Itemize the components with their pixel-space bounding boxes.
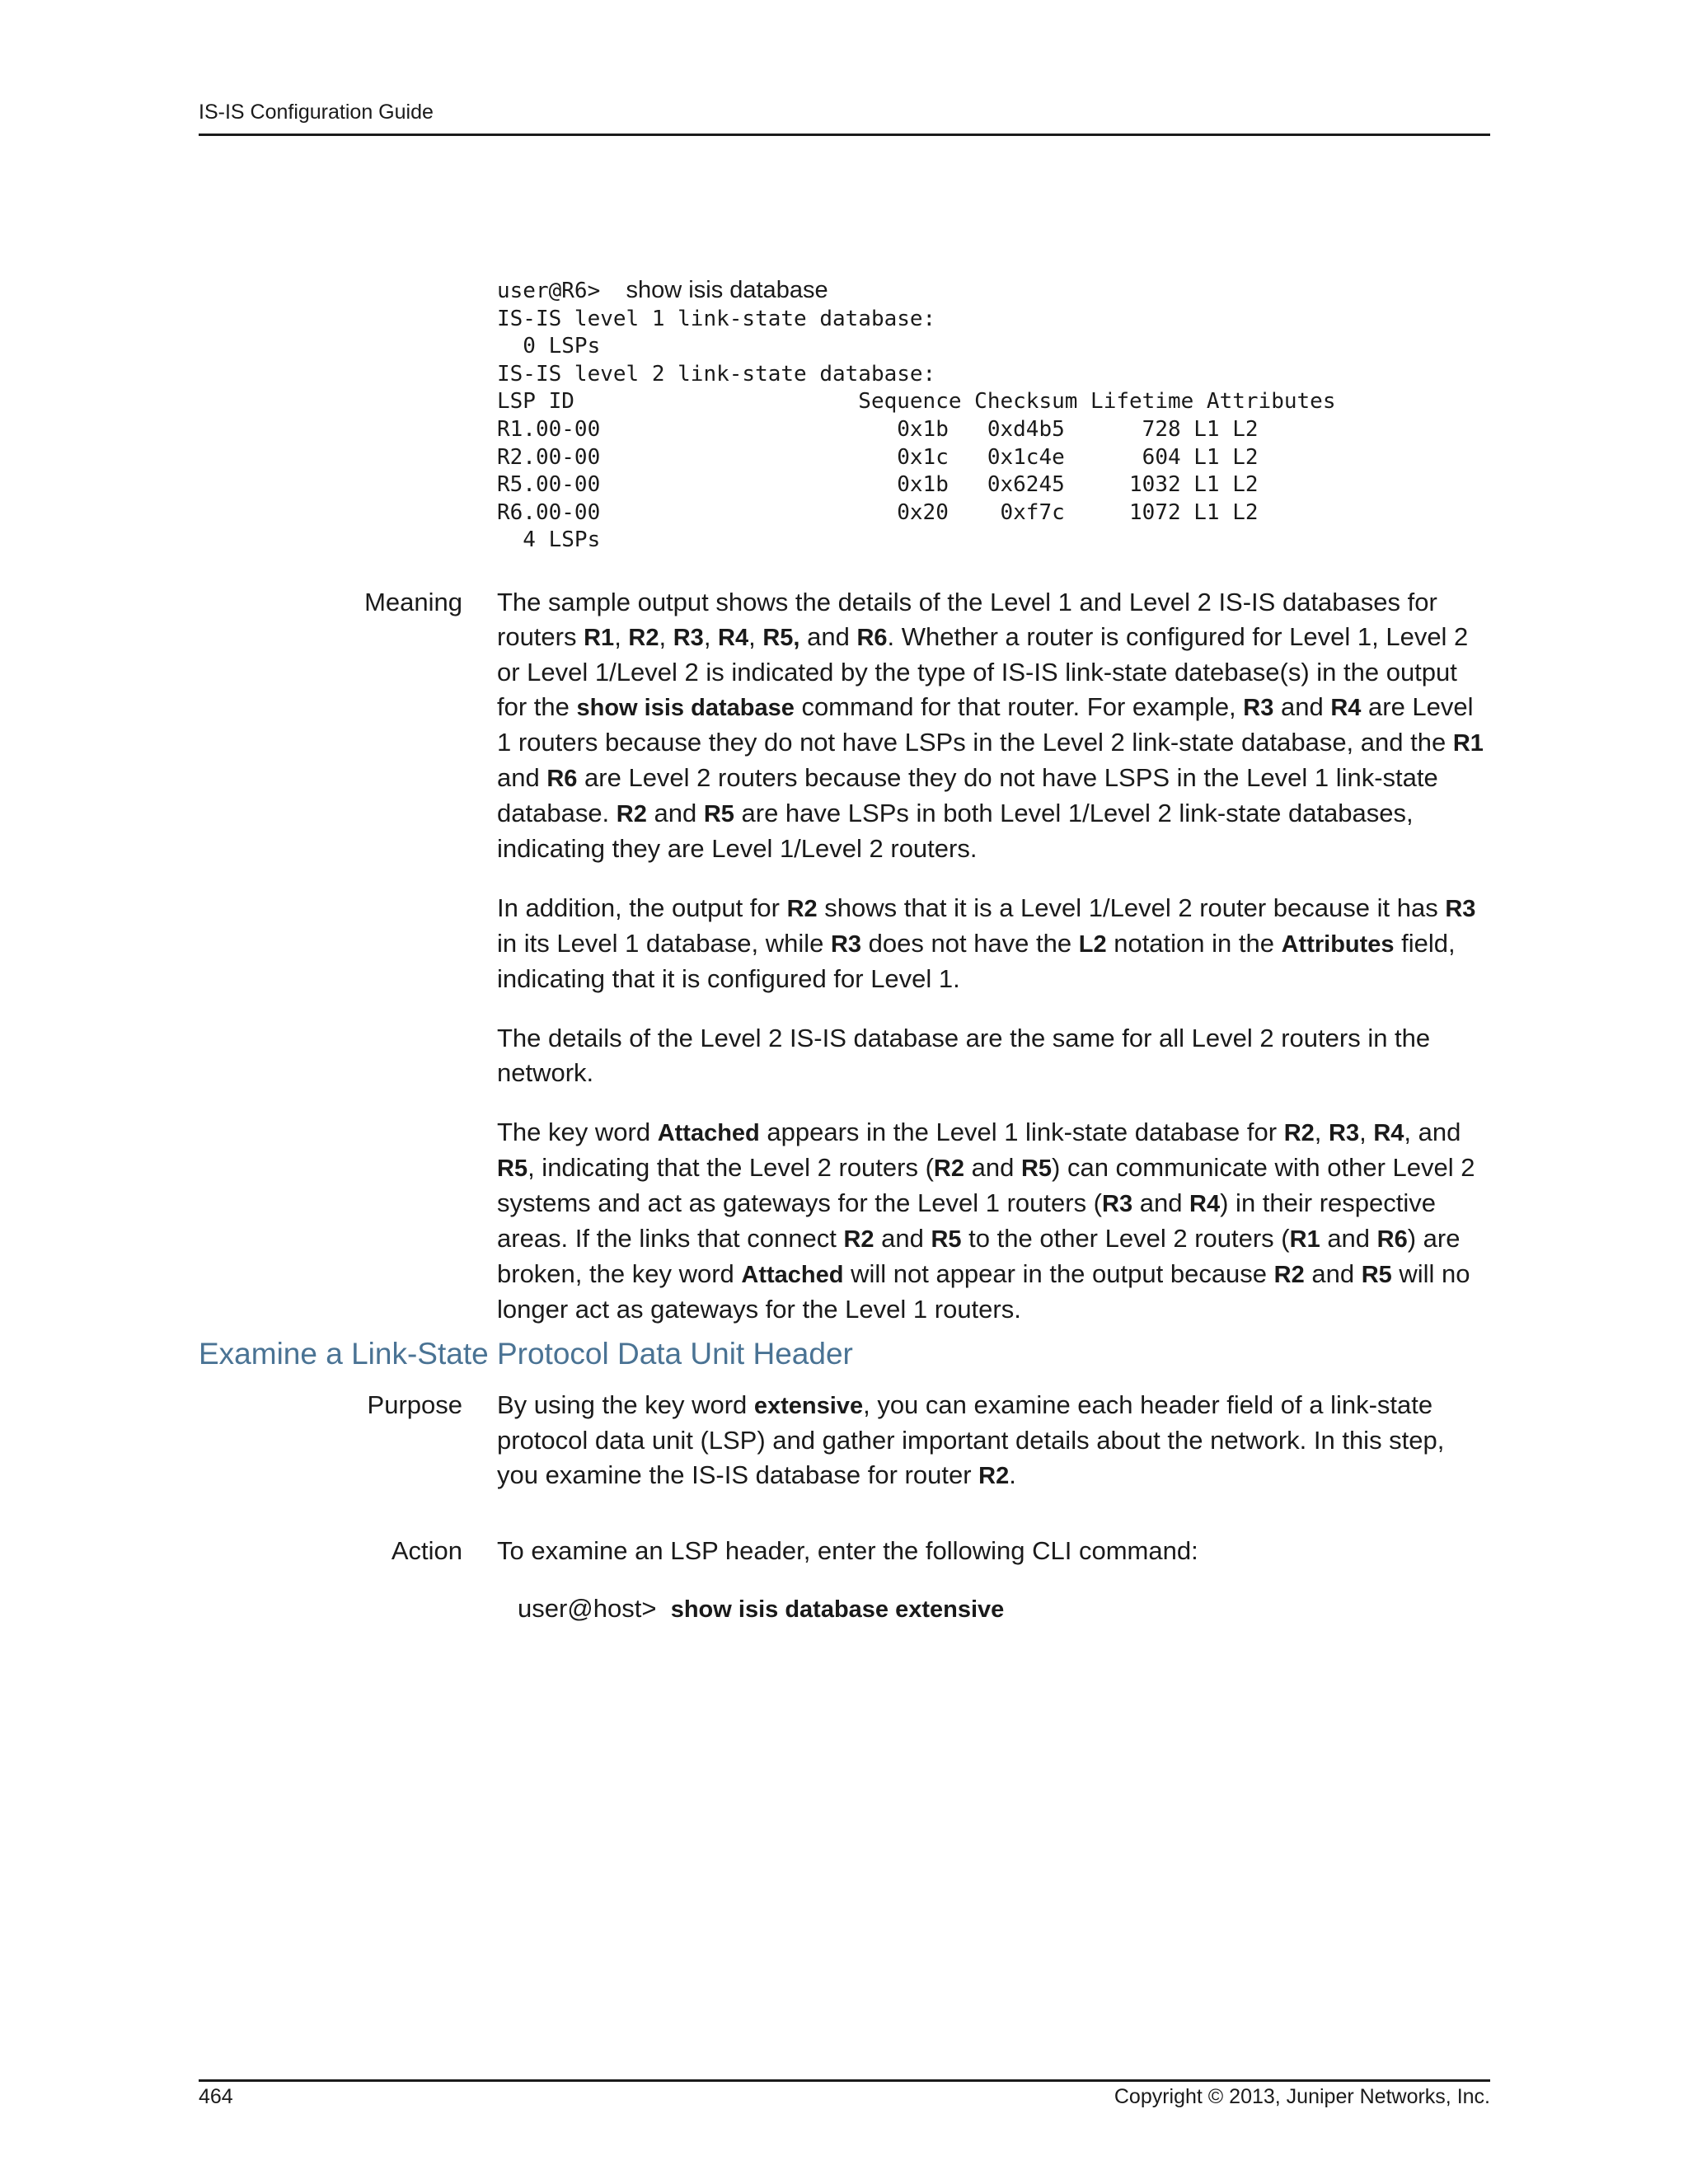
- action-body: [497, 1534, 1492, 1593]
- bold-term: R3: [830, 931, 862, 958]
- text-run: are Level 2 routers because they do not have LSPS in the Level 1 link-state database.: [497, 763, 1438, 827]
- bold-term: R6: [856, 625, 888, 651]
- cli-line: R2.00-00 0x1c 0x1c4e 604 L1 L2: [497, 444, 1259, 470]
- text-run: notation in the: [1106, 929, 1282, 958]
- cli-line: R5.00-00 0x1b 0x6245 1032 L1 L2: [497, 472, 1259, 498]
- text-run: and: [964, 1153, 1021, 1182]
- bold-term: R5: [497, 1155, 528, 1182]
- text-run: , you can examine each header field of a link-state protocol data unit (LSP) and gather important details about the network. In this step, you examine the IS-IS database for router: [497, 1390, 1445, 1489]
- cli-command: show isis database: [626, 277, 828, 303]
- text-run: shows that it is a Level 1/Level 2 router because it has: [817, 893, 1446, 922]
- action-label: Action: [391, 1536, 462, 1565]
- example-command: [518, 1591, 1004, 1627]
- bold-term: R5: [703, 801, 734, 827]
- text-run: to the other Level 2 routers (: [961, 1224, 1290, 1253]
- text-run: and: [1320, 1224, 1377, 1253]
- text-run: and: [799, 622, 857, 651]
- text-run: command for that router. For example,: [794, 692, 1244, 721]
- text-run: The sample output shows the details of the Level 1 and Level 2 IS-IS databases for routers: [497, 588, 1437, 651]
- bold-term: R5: [1020, 1155, 1053, 1182]
- text-run: and: [1273, 692, 1331, 721]
- bold-term: R1: [1452, 730, 1484, 757]
- text-run: and: [497, 763, 547, 792]
- bold-term: L2: [1078, 931, 1107, 958]
- bold-term: Attached: [741, 1262, 844, 1288]
- example-prompt: user@host>: [518, 1594, 657, 1623]
- cli-prompt: user@R6>: [497, 279, 601, 303]
- meaning-body: [497, 585, 1492, 1352]
- bold-term: R5: [931, 1226, 962, 1253]
- text-run: are have LSPs in both Level 1/Level 2 link-state databases, indicating they are Level 1/Level 2 routers.: [497, 799, 1414, 863]
- cli-line: IS-IS level 1 link-state database:: [497, 306, 936, 331]
- text-run: ,: [1359, 1118, 1374, 1146]
- bold-term: R3: [1102, 1191, 1133, 1217]
- bold-term: show isis database: [576, 695, 795, 721]
- bold-term: R1: [1289, 1226, 1320, 1253]
- text-run: .: [1009, 1460, 1016, 1489]
- cli-line: LSP ID Sequence Checksum Lifetime Attributes: [497, 389, 1336, 415]
- bold-term: R2: [843, 1226, 874, 1253]
- bold-term: R4: [1373, 1120, 1404, 1146]
- bold-term: R6: [1376, 1226, 1408, 1253]
- running-header: IS-IS Configuration Guide: [199, 101, 434, 124]
- text-run: will not appear in the output because: [843, 1259, 1274, 1288]
- text-run: and: [1132, 1188, 1190, 1217]
- text-run: In addition, the output for: [497, 893, 787, 922]
- text-run: ) are broken, the key word: [497, 1224, 1461, 1288]
- text-run: ,: [1314, 1118, 1329, 1146]
- purpose-paragraph: [497, 1388, 1492, 1493]
- text-run: ,: [748, 622, 763, 651]
- text-run: in its Level 1 database, while: [497, 929, 831, 958]
- cli-line: 4 LSPs: [497, 527, 601, 553]
- bold-term: Attributes: [1281, 931, 1395, 958]
- bold-term: R2: [1273, 1262, 1305, 1288]
- text-run: By using the key word: [497, 1390, 754, 1419]
- text-run: The key word: [497, 1118, 658, 1146]
- bold-term: R5,: [762, 625, 800, 651]
- cli-output-block: [497, 277, 1335, 555]
- page-number: 464: [199, 2085, 233, 2108]
- action-paragraph: To examine an LSP header, enter the following CLI command:: [497, 1536, 1198, 1565]
- bold-term: R2: [933, 1155, 964, 1182]
- purpose-body: [497, 1388, 1492, 1518]
- bold-term: R4: [718, 625, 749, 651]
- section-title: Examine a Link-State Protocol Data Unit Header: [199, 1337, 853, 1371]
- bold-term: extensive: [753, 1393, 864, 1419]
- bold-term: R2: [1283, 1120, 1315, 1146]
- cli-line: R6.00-00 0x20 0xf7c 1072 L1 L2: [497, 499, 1259, 525]
- bold-term: R1: [584, 625, 615, 651]
- cli-line: 0 LSPs: [497, 334, 601, 359]
- bold-term: R2: [628, 625, 659, 651]
- meaning-paragraph-3: The details of the Level 2 IS-IS database are the same for all Level 2 routers in the network.: [497, 1024, 1431, 1087]
- text-run: ,: [703, 622, 719, 651]
- text-run: and: [646, 799, 704, 827]
- bold-term: R4: [1189, 1191, 1221, 1217]
- text-run: does not have the: [861, 929, 1079, 958]
- bold-term: R3: [1445, 896, 1476, 922]
- text-run: appears in the Level 1 link-state database for: [759, 1118, 1284, 1146]
- text-run: ,: [614, 622, 629, 651]
- text-run: . Whether a router is configured for Level 1, Level 2 or Level 1/Level 2 is indicated by the type of IS-IS link-state datebase(s) in the output for the: [497, 622, 1469, 721]
- bold-term: R4: [1330, 695, 1362, 721]
- text-run: and: [874, 1224, 931, 1253]
- bold-term: R5: [1361, 1262, 1392, 1288]
- meaning-paragraph-4: [497, 1115, 1492, 1327]
- meaning-paragraph-1: [497, 585, 1492, 866]
- text-run: ) in their respective areas. If the links that connect: [497, 1188, 1437, 1253]
- bold-term: Attached: [657, 1120, 760, 1146]
- bold-term: R2: [786, 896, 818, 922]
- bold-term: R2: [616, 801, 647, 827]
- text-run: will no longer act as gateways for the Level 1 routers.: [497, 1259, 1470, 1324]
- bold-term: R3: [673, 625, 704, 651]
- text-run: , and: [1404, 1118, 1461, 1146]
- bold-term: R3: [1329, 1120, 1360, 1146]
- footer-rule: [199, 2079, 1490, 2082]
- text-run: ) can communicate with other Level 2 systems and act as gateways for the Level 1 routers (: [497, 1153, 1475, 1217]
- bold-term: R3: [1243, 695, 1274, 721]
- copyright-notice: Copyright © 2013, Juniper Networks, Inc.: [1114, 2085, 1490, 2108]
- bold-term: R2: [978, 1463, 1010, 1489]
- bold-term: R6: [546, 766, 578, 792]
- text-run: are Level 1 routers because they do not have LSPs in the Level 2 link-state database, and the: [497, 692, 1474, 757]
- text-run: , indicating that the Level 2 routers (: [528, 1153, 934, 1182]
- text-run: ,: [659, 622, 673, 651]
- meaning-paragraph-2: [497, 891, 1492, 996]
- text-run: and: [1304, 1259, 1362, 1288]
- cli-line: R1.00-00 0x1b 0xd4b5 728 L1 L2: [497, 416, 1259, 442]
- meaning-label: Meaning: [364, 588, 462, 616]
- example-command-text: show isis database extensive: [670, 1596, 1005, 1623]
- header-rule: [199, 134, 1490, 136]
- cli-line: IS-IS level 2 link-state database:: [497, 361, 936, 387]
- text-run: field, indicating that it is configured for Level 1.: [497, 929, 1456, 993]
- purpose-label: Purpose: [367, 1390, 462, 1419]
